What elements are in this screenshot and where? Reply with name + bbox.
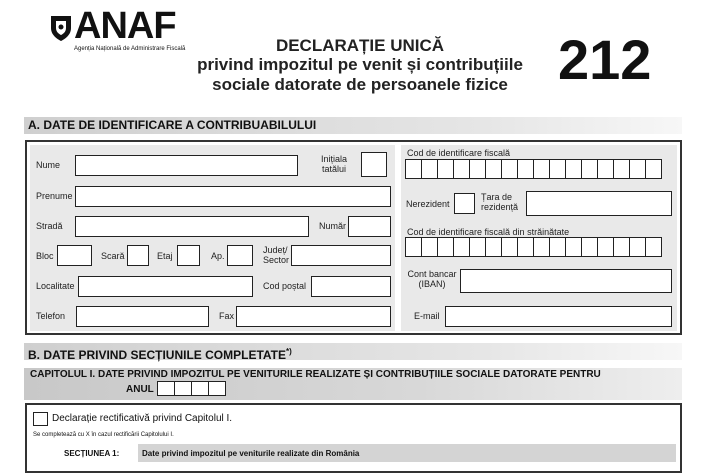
localitate-field[interactable] bbox=[78, 276, 253, 297]
title-line-3: sociale datorate de persoanele fizice bbox=[212, 75, 508, 94]
tara-field[interactable] bbox=[526, 191, 672, 216]
label-bloc: Bloc bbox=[36, 251, 54, 261]
label-telefon: Telefon bbox=[36, 311, 66, 321]
scara-field[interactable] bbox=[127, 245, 149, 266]
rectificativa-label: Declarație rectificativă privind Capitolul I. bbox=[52, 413, 233, 424]
label-cif-strain: Cod de identificare fiscală din străinătate bbox=[407, 227, 570, 237]
telefon-field[interactable] bbox=[76, 306, 209, 327]
chapter-title: CAPITOLUL I. DATE PRIVIND IMPOZITUL PE VENITURILE REALIZATE ȘI CONTRIBUȚIILE SOCIALE DATORATE PENTRU bbox=[30, 369, 601, 380]
etaj-field[interactable] bbox=[177, 245, 200, 266]
sectiunea-1-title: Date privind impozitul pe veniturile realizate din România bbox=[142, 449, 360, 458]
prenume-field[interactable] bbox=[75, 186, 391, 207]
email-field[interactable] bbox=[445, 306, 672, 327]
shield-icon bbox=[50, 14, 72, 42]
label-localitate: Localitate bbox=[36, 281, 75, 291]
agency-name: Agenția Națională de Administrare Fiscală bbox=[74, 46, 186, 52]
label-strada: Stradă bbox=[36, 221, 63, 231]
label-etaj: Etaj bbox=[157, 251, 173, 261]
section-b-title bbox=[24, 343, 682, 360]
cont-field[interactable] bbox=[460, 269, 672, 293]
page-title bbox=[150, 36, 570, 95]
year-cells[interactable] bbox=[158, 381, 226, 396]
numar-field[interactable] bbox=[348, 216, 391, 237]
fax-field[interactable] bbox=[236, 306, 391, 327]
label-scara: Scară bbox=[101, 251, 125, 261]
chapter-year-label: ANUL bbox=[126, 384, 154, 395]
bloc-field[interactable] bbox=[57, 245, 92, 266]
section-a-title: A. DATE DE IDENTIFICARE A CONTRIBUABILULUI bbox=[24, 117, 682, 134]
section-b-footnote-mark: *) bbox=[286, 347, 292, 356]
nerezident-checkbox[interactable] bbox=[454, 193, 475, 214]
cod-postal-field[interactable] bbox=[311, 276, 391, 297]
section-b-label: B. DATE PRIVIND SECȚIUNILE COMPLETATE bbox=[28, 348, 287, 362]
rectificativa-note: Se completează cu X în cazul rectificării Capitolului I. bbox=[33, 432, 174, 438]
nume-field[interactable] bbox=[75, 155, 298, 176]
form-number: 212 bbox=[558, 28, 652, 91]
sectiunea-1-label: SECȚIUNEA 1: bbox=[64, 449, 120, 458]
title-line-1: DECLARAȚIE UNICĂ bbox=[275, 36, 445, 55]
cif-strain-cells[interactable] bbox=[406, 237, 662, 257]
label-cif: Cod de identificare fiscală bbox=[407, 148, 511, 158]
label-nume: Nume bbox=[36, 160, 61, 170]
label-initiala: Inițiala tatălui bbox=[320, 154, 347, 174]
rectificativa-checkbox[interactable] bbox=[33, 412, 48, 426]
label-nerezident: Nerezident bbox=[406, 199, 450, 209]
label-email: E-mail bbox=[414, 311, 440, 321]
judet-field[interactable] bbox=[291, 245, 391, 266]
label-judet: Județ/ Sector bbox=[263, 245, 290, 265]
label-fax: Fax bbox=[219, 311, 235, 321]
label-ap: Ap. bbox=[211, 251, 225, 261]
label-cont: Cont bancar (IBAN) bbox=[407, 269, 457, 289]
label-prenume: Prenume bbox=[36, 191, 73, 201]
logo-text: ANAF bbox=[74, 5, 176, 47]
label-cod-postal: Cod poștal bbox=[263, 281, 307, 291]
strada-field[interactable] bbox=[75, 216, 309, 237]
title-line-2: privind impozitul pe venit și contribuțiile bbox=[197, 55, 523, 74]
label-numar: Număr bbox=[319, 221, 347, 231]
cif-cells[interactable] bbox=[406, 159, 662, 179]
ap-field[interactable] bbox=[227, 245, 253, 266]
initiala-field[interactable] bbox=[361, 152, 387, 177]
label-tara: Țara de rezidență bbox=[481, 192, 519, 212]
